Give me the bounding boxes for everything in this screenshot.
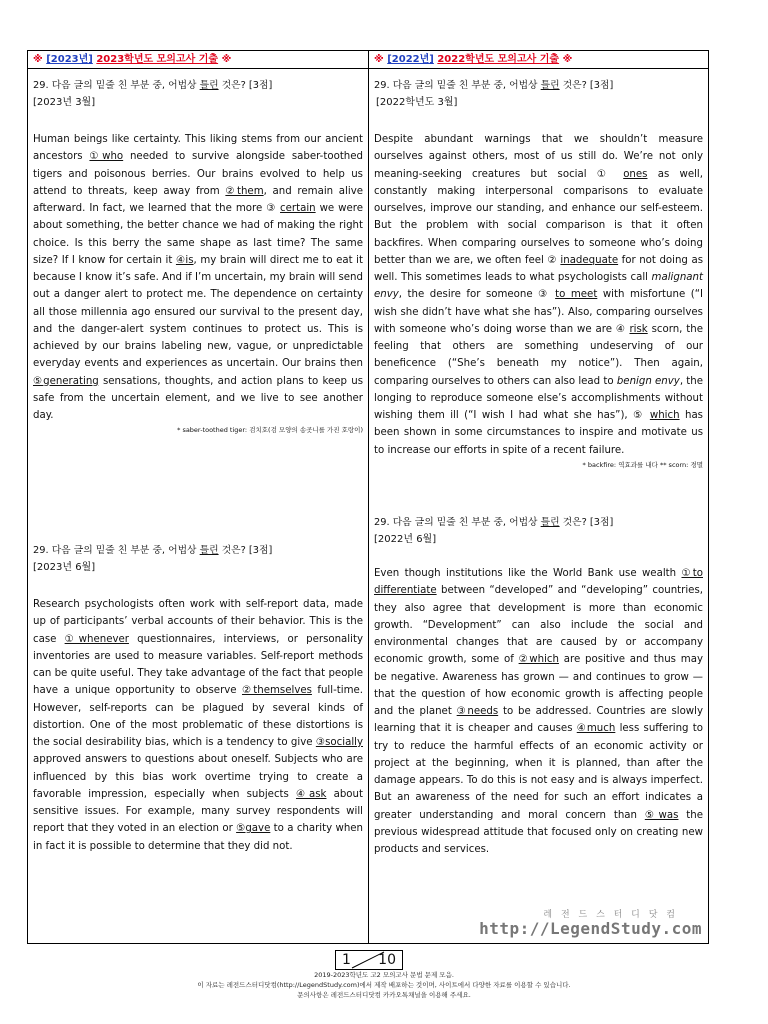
left-header	[28, 51, 368, 69]
passage: Despite abundant warnings that we shouldn’t measure ourselves against others, most of us still do. We’re not only meaning-seeking creatures but social ① ones as well, constantly making interpersonal comparisons to evaluate ourselves, improve our standing, and enhance our self-esteem. But the problem with social comparison is that it often backfires. When comparing ourselves to someone who’s doing better than we are, we often feel ② inadequate for not doing as well. This sometimes leads to what psychologists call malignant envy, the desire for someone ③ to meet with misfortune (“I wish she didn’t have what she has”). Also, comparing ourselves with someone who’s doing worse than we are ④ risk scorn, the feeling that others are something undeserving of our beneficence (“She’s beneath my notice”). Then again, comparing ourselves to others can also lead to benign envy, the longing to reproduce someone else’s accomplishments without wishing them ill (“I wish I had what she has”), ⑤ which has been shown in some circumstances to inspire and motivate us to increase our efforts in spite of a recent failure.	[374, 134, 704, 456]
question-title: 29. 다음 글의 밑줄 친 부분 중, 어법상 틀린 것은? [3점]	[33, 80, 273, 91]
header-year-tag: [2022년]	[387, 54, 434, 65]
passage: Human beings like certainty. This liking stems from our ancient ancestors ①who needed to survive alongside saber-toothed tigers and poisonous berries. Our brains evolved to help us attend to threats, keep away from ②them, and remain alive afterward. In fact, we learned that the more ③ certain we were about something, the better chance we had of making the right choice. Is this berry the same shape as last time? The same size? If I know for certain it ④is, my brain will direct me to eat it because I know it’s safe. And if I’m uncertain, my brain will send out a danger alert to protect me. The dependence on certainty all those millennia ago ensured our survival to the present day, and the danger-alert system continues to protect us. This is achieved by our brains labeling new, vague, or unpredictable everyday events and experiences as uncertain. Our brains then ⑤generating sensations, thoughts, and action plans to keep us safe from the uncertain element, and we live to see another day.	[33, 134, 364, 421]
question-2022-03	[374, 77, 703, 471]
choice-3: to meet	[555, 289, 598, 301]
footnote: * backfire: 역효과를 내다 ** scorn: 경멸	[582, 460, 703, 469]
question-2022-06	[374, 514, 703, 858]
choice-5: ⑤generating	[33, 375, 99, 387]
choice-1: ①who	[89, 151, 124, 163]
question-date: [2022년 6월]	[374, 534, 437, 545]
header-year-tag: [2023년]	[46, 54, 93, 65]
choice-5: ⑤was	[644, 809, 679, 821]
watermark-brand: 레 전 드 스 터 디 닷 컴	[543, 910, 678, 920]
question-title: 29. 다음 글의 밑줄 친 부분 중, 어법상 틀린 것은? [3점]	[33, 545, 273, 556]
footer-line-3: 문의사항은 레전드스터디닷컴 카카오톡채널을 이용해 주세요.	[297, 991, 471, 999]
question-title: 29. 다음 글의 밑줄 친 부분 중, 어법상 틀린 것은? [3점]	[374, 80, 614, 91]
passage: Research psychologists often work with self-report data, made up of participants’ verbal accounts of their behavior. This is the case ①whenever questionnaires, interviews, or personality inventories are used to measure variables. Self-report methods can be quite useful. They take advantage of the fact that people have a unique opportunity to observe ②themselves full-time. However, self-reports can be plagued by several kinds of distortion. One of the most problematic of these distortions is the social desirability bias, which is a tendency to give ③socially approved answers to questions about oneself. Subjects who are influenced by this bias work overtime trying to create a favorable impression, especially when subjects ④ask about sensitive issues. For example, many survey respondents will report that they voted in an election or ⑤gave to a charity when in fact it is possible to determine that they did not.	[33, 599, 364, 852]
choice-4: ④much	[576, 723, 616, 735]
choice-1: ones	[623, 168, 648, 180]
choice-2: inadequate	[560, 254, 619, 266]
right-column	[369, 51, 708, 943]
question-date: [2023년 3월]	[33, 97, 96, 108]
watermark-url: http://LegendStudy.com	[479, 919, 702, 938]
footnote: * saber-toothed tiger: 검치호(검 모양의 송곳니를 가진 호랑이)	[177, 426, 363, 435]
footer-line-2: 이 자료는 레전드스터디닷컴(http://LegendStudy.com)에서 제작 배포하는 것이며, 사이트에서 다양한 자료를 이용할 수 있습니다.	[197, 981, 571, 989]
choice-2: ②them	[225, 185, 264, 197]
left-column	[28, 51, 369, 943]
question-2023-03	[33, 77, 363, 436]
header-mark: ※	[374, 54, 384, 65]
header-title: 2023학년도 모의고사 기출	[96, 54, 219, 65]
right-header	[369, 51, 708, 69]
question-date: [2023년 6월]	[33, 562, 96, 573]
choice-4: ④ask	[295, 788, 327, 800]
choice-1: ①to differentiate	[374, 568, 703, 597]
footer-line-1: 2019-2023학년도 고2 모의고사 문법 문제 모음.	[314, 971, 454, 979]
header-mark: ※	[33, 54, 43, 65]
question-2023-06	[33, 542, 363, 855]
choice-4: ④is	[175, 254, 194, 266]
exam-sheet	[27, 50, 709, 944]
choice-3: certain	[280, 203, 316, 214]
choice-1: ①whenever	[64, 633, 129, 645]
page-total: 10	[378, 952, 396, 968]
choice-2: ②themselves	[241, 685, 312, 697]
choice-5: ⑤gave	[236, 823, 271, 835]
passage: Even though institutions like the World Bank use wealth ①to differentiate between “developed” and “developing” countries, they also agree that development is more than economic growth. “Development” can also include the social and environmental changes that are caused by or accompany economic growth, some of ②which are positive and thus may be negative. Awareness has grown — and continues to grow — that the question of how economic growth is affecting people and the planet ③needs to be addressed. Countries are slowly learning that it is cheaper and causes ④much less suffering to try to reduce the harmful effects of an economic activity or project at the beginning, when it is planned, than after the damage appears. To do this is not easy and is always imperfect. But an awareness of the need for such an effort indicates a greater understanding and moral concern than ⑤was the previous widespread attitude that focused only on creating new products and services.	[374, 568, 704, 855]
question-date: [2022학년도 3월]	[376, 97, 458, 108]
header-mark: ※	[562, 54, 573, 65]
choice-4: risk	[629, 323, 648, 335]
choice-3: ③socially	[315, 737, 364, 748]
header-title: 2022학년도 모의고사 기출	[437, 54, 560, 65]
question-title: 29. 다음 글의 밑줄 친 부분 중, 어법상 틀린 것은? [3점]	[374, 517, 614, 528]
header-mark: ※	[221, 54, 232, 65]
choice-5: which	[649, 410, 680, 421]
choice-3: ③needs	[456, 706, 499, 717]
page-indicator	[335, 950, 403, 970]
choice-2: ②which	[518, 654, 559, 666]
page-current: 1	[342, 952, 351, 968]
